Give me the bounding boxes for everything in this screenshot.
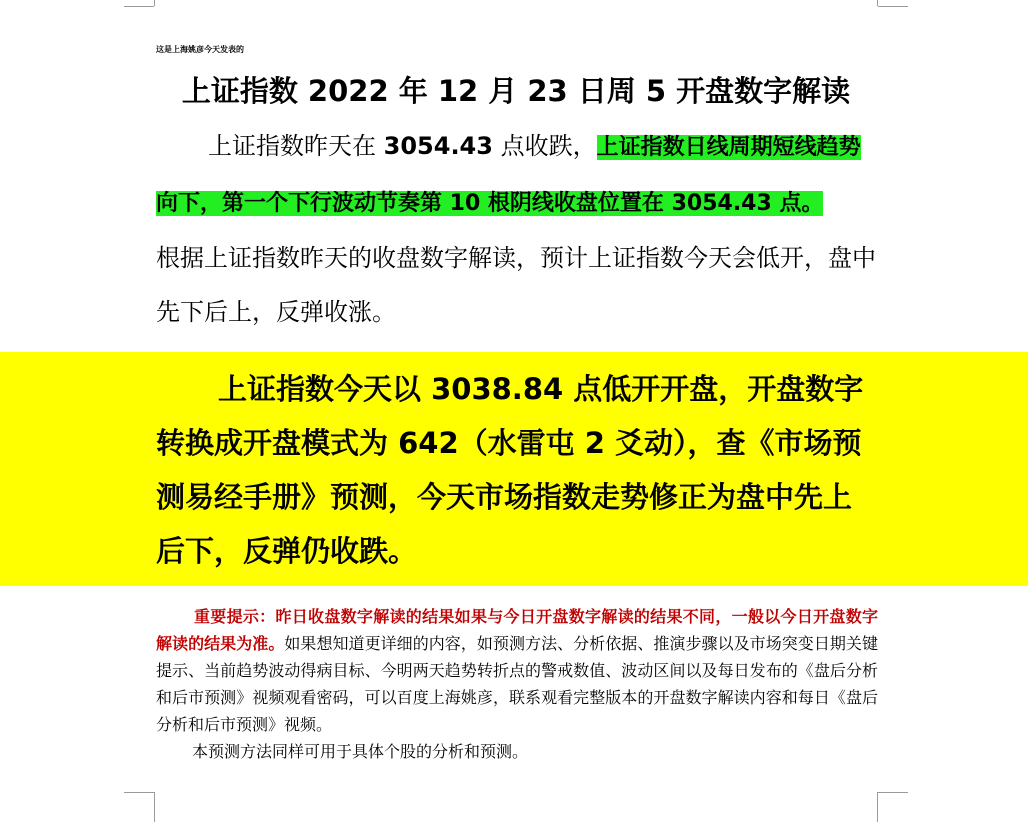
crop-mark-bottom-left-h	[124, 792, 154, 793]
crop-mark-bottom-right-h	[878, 792, 908, 793]
important-notice: 重要提示：昨日收盘数字解读的结果如果与今日开盘数字解读的结果不同，一般以今日开盘数字解读的结果为准。	[156, 607, 878, 653]
document-title: 上证指数 2022 年 12 月 23 日周 5 开盘数字解读	[181, 74, 851, 108]
crop-mark-top-left-h	[124, 6, 154, 7]
crop-mark-top-right-h	[878, 6, 908, 7]
closing-note: 本预测方法同样可用于具体个股的分析和预测。	[192, 742, 529, 761]
opening-forecast-text: 上证指数今天以 3038.84 点低开开盘，开盘数字转换成开盘模式为 642（水雷屯 2 爻动），查《市场预测易经手册》预测，今天市场指数走势修正为盘中先上后下，反弹仍收跌。	[156, 372, 864, 568]
header-note: 这是上海姚彦今天发表的	[156, 45, 244, 54]
para1-lead: 上证指数昨天在	[208, 132, 376, 160]
close-value: 3054.43	[383, 132, 493, 160]
notice-paragraph	[156, 603, 878, 738]
yesterday-close-paragraph	[156, 119, 878, 339]
notice-details: 如果想知道更详细的内容，如预测方法、分析依据、推演步骤以及市场突变日期关键提示、当前趋势波动得病目标、今明两天趋势转折点的警戒数值、波动区间以及每日发布的《盘后分析和后市预测》视频观看密码，可以百度上海姚彦，联系观看完整版本的开盘数字解读内容和每日《盘后分析和后市预测》视频。	[156, 634, 878, 734]
crop-mark-bottom-right-v	[877, 792, 878, 822]
trend-highlight: 上证指数日线周期短线趋势向下，第一个下行波动节奏第 10 根阴线收盘位置在 3054.43 点。	[156, 135, 861, 216]
crop-mark-bottom-left-v	[154, 792, 155, 822]
crop-mark-top-left-v	[154, 0, 155, 6]
para1-forecast: 根据上证指数昨天的收盘数字解读，预计上证指数今天会低开，盘中先下后上，反弹收涨。	[156, 244, 876, 326]
para1-mid: 点收跌，	[500, 132, 597, 160]
crop-mark-top-right-v	[877, 0, 878, 6]
